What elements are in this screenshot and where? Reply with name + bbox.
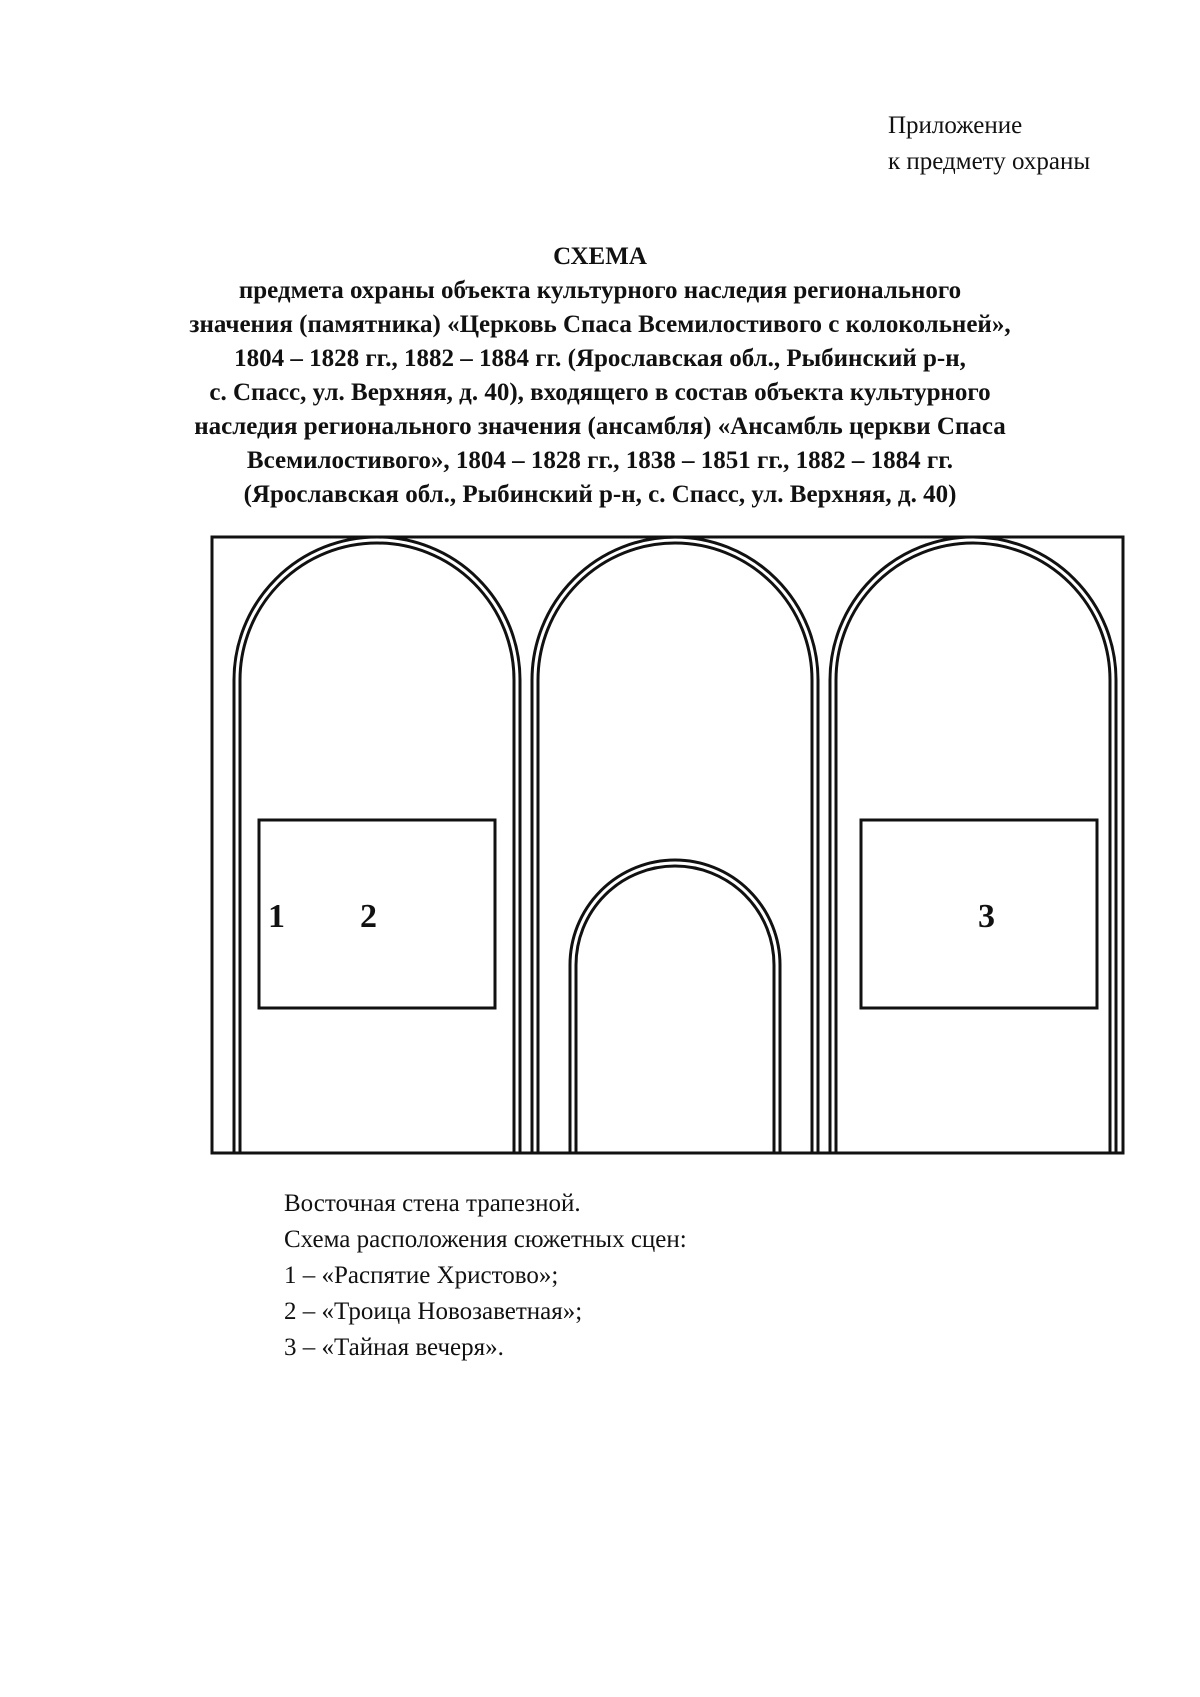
- legend-line-5: 3 – «Тайная вечеря».: [284, 1334, 504, 1361]
- center-doorway-inner: [576, 866, 774, 1153]
- east-wall-scheme: [210, 535, 1125, 1155]
- legend-line-3: 1 – «Распятие Христово»;: [284, 1262, 559, 1289]
- document-title: СХЕМА: [553, 243, 647, 270]
- subtitle-line-7: (Ярославская обл., Рыбинский р-н, с. Спасс, ул. Верхняя, д. 40): [243, 481, 957, 508]
- subtitle-line-4: с. Спасс, ул. Верхняя, д. 40), входящего в состав объекта культурного: [209, 379, 991, 406]
- left-arch-inner: [240, 543, 514, 1153]
- appendix-note: [888, 108, 1188, 180]
- document-subtitle: [160, 274, 1040, 512]
- legend-line-1: Восточная стена трапезной.: [284, 1190, 581, 1217]
- center-arch-inner: [538, 543, 812, 1153]
- legend-line-4: 2 – «Троица Новозаветная»;: [284, 1298, 583, 1325]
- center-doorway-outer: [570, 860, 780, 1153]
- subtitle-line-3: 1804 – 1828 гг., 1882 – 1884 гг. (Ярославская обл., Рыбинский р-н,: [234, 345, 966, 372]
- left-scene-panel: [259, 820, 495, 1008]
- subtitle-line-1: предмета охраны объекта культурного наследия регионального: [238, 277, 962, 304]
- right-arch-inner: [836, 543, 1110, 1153]
- subtitle-line-6: Всемилостивого», 1804 – 1828 гг., 1838 – 1851 гг., 1882 – 1884 гг.: [246, 447, 954, 474]
- appendix-line-2: к предмету охраны: [888, 148, 1091, 175]
- scene-label-3: 3: [978, 898, 995, 935]
- scheme-legend: [284, 1186, 984, 1366]
- left-arch-outer: [234, 537, 520, 1153]
- legend-line-2: Схема расположения сюжетных сцен:: [284, 1226, 687, 1253]
- appendix-line-1: Приложение: [888, 112, 1023, 139]
- subtitle-line-5: наследия регионального значения (ансамбля) «Ансамбль церкви Спаса: [194, 413, 1006, 440]
- right-arch-outer: [830, 537, 1116, 1153]
- scene-label-1: 1: [268, 898, 285, 935]
- scene-label-2: 2: [360, 898, 377, 935]
- subtitle-line-2: значения (памятника) «Церковь Спаса Всемилостивого с колокольней»,: [189, 311, 1011, 338]
- wall-outline: [212, 537, 1123, 1153]
